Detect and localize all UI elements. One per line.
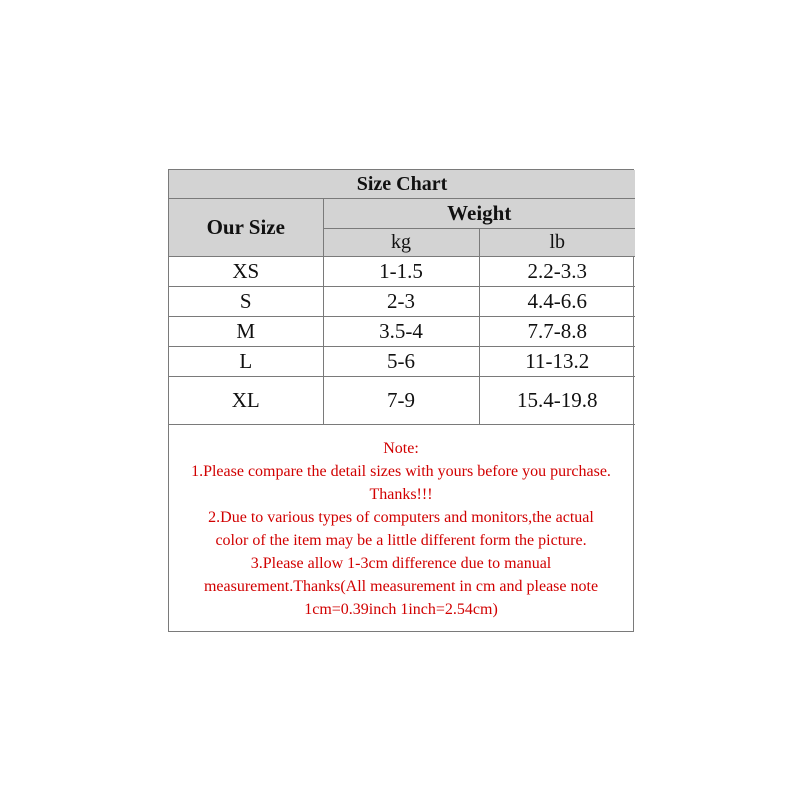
kg-cell: 3.5-4 [323,317,479,347]
size-chart-table [169,170,635,425]
table-title: Size Chart [169,170,635,199]
note-line: measurement.Thanks(All measurement in cm and please note [203,578,599,595]
lb-cell: 7.7-8.8 [479,317,635,347]
size-cell: M [169,317,323,347]
lb-unit-header: lb [479,229,635,257]
table-row [169,317,635,347]
title-row [169,170,635,199]
size-cell: XL [169,377,323,425]
note-line: 3.Please allow 1-3cm difference due to manual [250,555,552,572]
size-cell: L [169,347,323,377]
kg-cell: 1-1.5 [323,257,479,287]
kg-cell: 2-3 [323,287,479,317]
lb-cell: 11-13.2 [479,347,635,377]
lb-cell: 2.2-3.3 [479,257,635,287]
kg-unit-header: kg [323,229,479,257]
kg-cell: 5-6 [323,347,479,377]
lb-cell: 4.4-6.6 [479,287,635,317]
table-row [169,377,635,425]
table-row [169,257,635,287]
note-line: Thanks!!! [369,486,433,503]
weight-column-header: Weight [323,199,635,229]
size-chart-sheet [168,169,634,632]
table-row [169,347,635,377]
note-line: 2.Due to various types of computers and monitors,the actual [208,509,594,526]
size-column-header: Our Size [169,199,323,257]
lb-cell: 15.4-19.8 [479,377,635,425]
note-section [169,425,633,621]
table-row [169,287,635,317]
note-heading: Note: [383,440,419,457]
note-line: 1cm=0.39inch 1inch=2.54cm) [304,601,498,618]
size-cell: S [169,287,323,317]
kg-cell: 7-9 [323,377,479,425]
header-row [169,199,635,229]
note-line: color of the item may be a little different form the picture. [215,532,587,549]
note-line: 1.Please compare the detail sizes with yours before you purchase. [191,463,611,480]
size-cell: XS [169,257,323,287]
